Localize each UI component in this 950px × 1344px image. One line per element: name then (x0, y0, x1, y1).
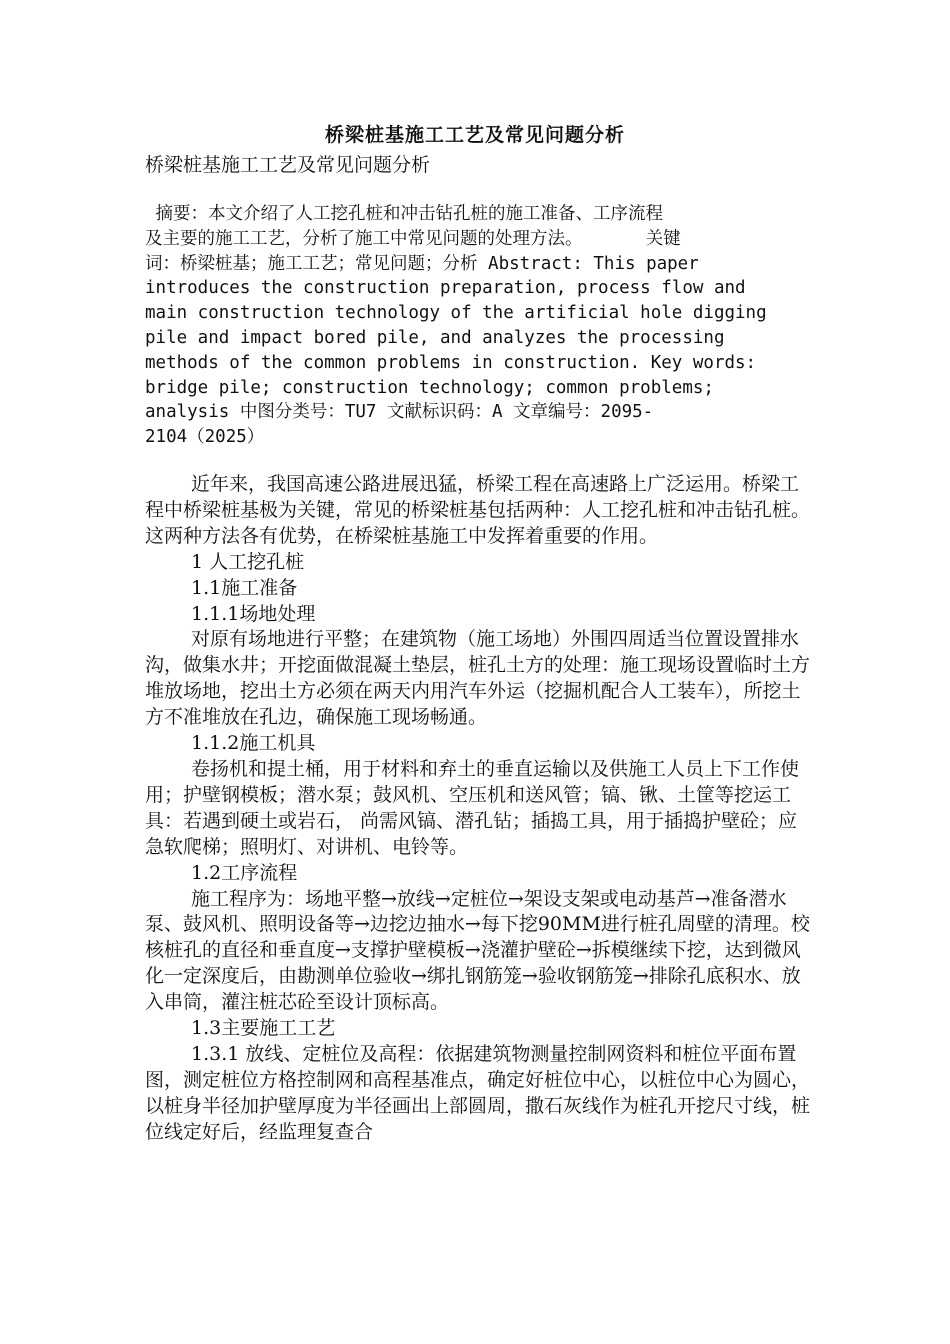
abstract-line: introduces the construction preparation, process flow and (145, 278, 746, 299)
section-heading: 1 人工挖孔桩 (191, 550, 305, 573)
paragraph: 1.3.1 放线、定桩位及高程：依据建筑物测量控制网资料和桩位平面布置图，测定桩位方格控制网和高程基准点，确定好桩位中心，以桩位中心为圆心，以桩身半径加护壁厚度为半径画出上部圆周，撒石灰线作为桩孔开挖尺寸线，桩位线定好后，经监理复查合 (145, 1042, 811, 1143)
subsection-heading: 1.2工序流程 (191, 861, 298, 884)
subsection-heading: 1.3主要施工工艺 (191, 1017, 336, 1040)
document-subtitle: 桥梁桩基施工工艺及常见问题分析 (145, 154, 431, 176)
abstract-line: methods of the common problems in construction. Key words: (145, 352, 757, 373)
abstract-line: 及主要的施工工艺，分析了施工中常见问题的处理方法。 关键 (145, 228, 681, 249)
abstract-line: 词：桥梁桩基；施工工艺；常见问题；分析 Abstract: This paper (145, 253, 699, 274)
paragraph: 施工程序为：场地平整→放线→定桩位→架设支架或电动基芦→准备潜水泵、鼓风机、照明设备等→边挖边抽水→每下挖90MM进行桩孔周壁的清理。校核桩孔的直径和垂直度→支撑护壁模板→浇灌护壁砼→拆模继续下挖，达到微风化一定深度后，由勘测单位验收→绑扎钢筋笼→验收钢筋笼→排除孔底积水、放入串筒，灌注桩芯砼至设计顶标高。 (145, 887, 810, 1014)
document-body (145, 472, 810, 1146)
subsection-heading: 1.1施工准备 (191, 576, 298, 599)
document-title: 桥梁桩基施工工艺及常见问题分析 (324, 124, 625, 146)
subsubsection-heading: 1.1.1场地处理 (191, 602, 316, 625)
subsubsection-heading: 1.1.2施工机具 (191, 732, 316, 755)
abstract-line: pile and impact bored pile, and analyzes the processing (145, 327, 725, 348)
paragraph: 卷扬机和提土桶，用于材料和弃土的垂直运输以及供施工人员上下工作使用；护壁钢模板；潜水泵；鼓风机、空压机和送风管；镐、锹、土筐等挖运工具：若遇到硬土或岩石， 尚需风镐、潜孔钻；插捣工具，用于插捣护壁砼；应急软爬梯；照明灯、对讲机、电铃等。 (145, 757, 800, 858)
abstract-line: 摘要：本文介绍了人工挖孔桩和冲击钻孔桩的施工准备、工序流程 (145, 204, 664, 224)
abstract-block (145, 202, 810, 450)
abstract-line: bridge pile; construction technology; common problems; (145, 377, 714, 398)
abstract-line: analysis 中图分类号：TU7 文献标识码：A 文章编号：2095- (145, 402, 654, 423)
intro-paragraph: 近年来，我国高速公路进展迅猛，桥梁工程在高速路上广泛运用。桥梁工程中桥梁桩基极为关键，常见的桥梁桩基包括两种：人工挖孔桩和冲击钻孔桩。这两种方法各有优势，在桥梁桩基施工中发挥着重要的作用。 (145, 473, 811, 547)
paragraph: 对原有场地进行平整；在建筑物（施工场地）外围四周适当位置设置排水沟，做集水井；开挖面做混凝土垫层，桩孔土方的处理：施工现场设置临时土方堆放场地，挖出土方必须在两天内用汽车外运（挖掘机配合人工装车），所挖土方不准堆放在孔边，确保施工现场畅通。 (145, 628, 811, 729)
abstract-line: main construction technology of the artificial hole digging (145, 303, 767, 324)
abstract-line: 2104（2025） (145, 427, 265, 448)
